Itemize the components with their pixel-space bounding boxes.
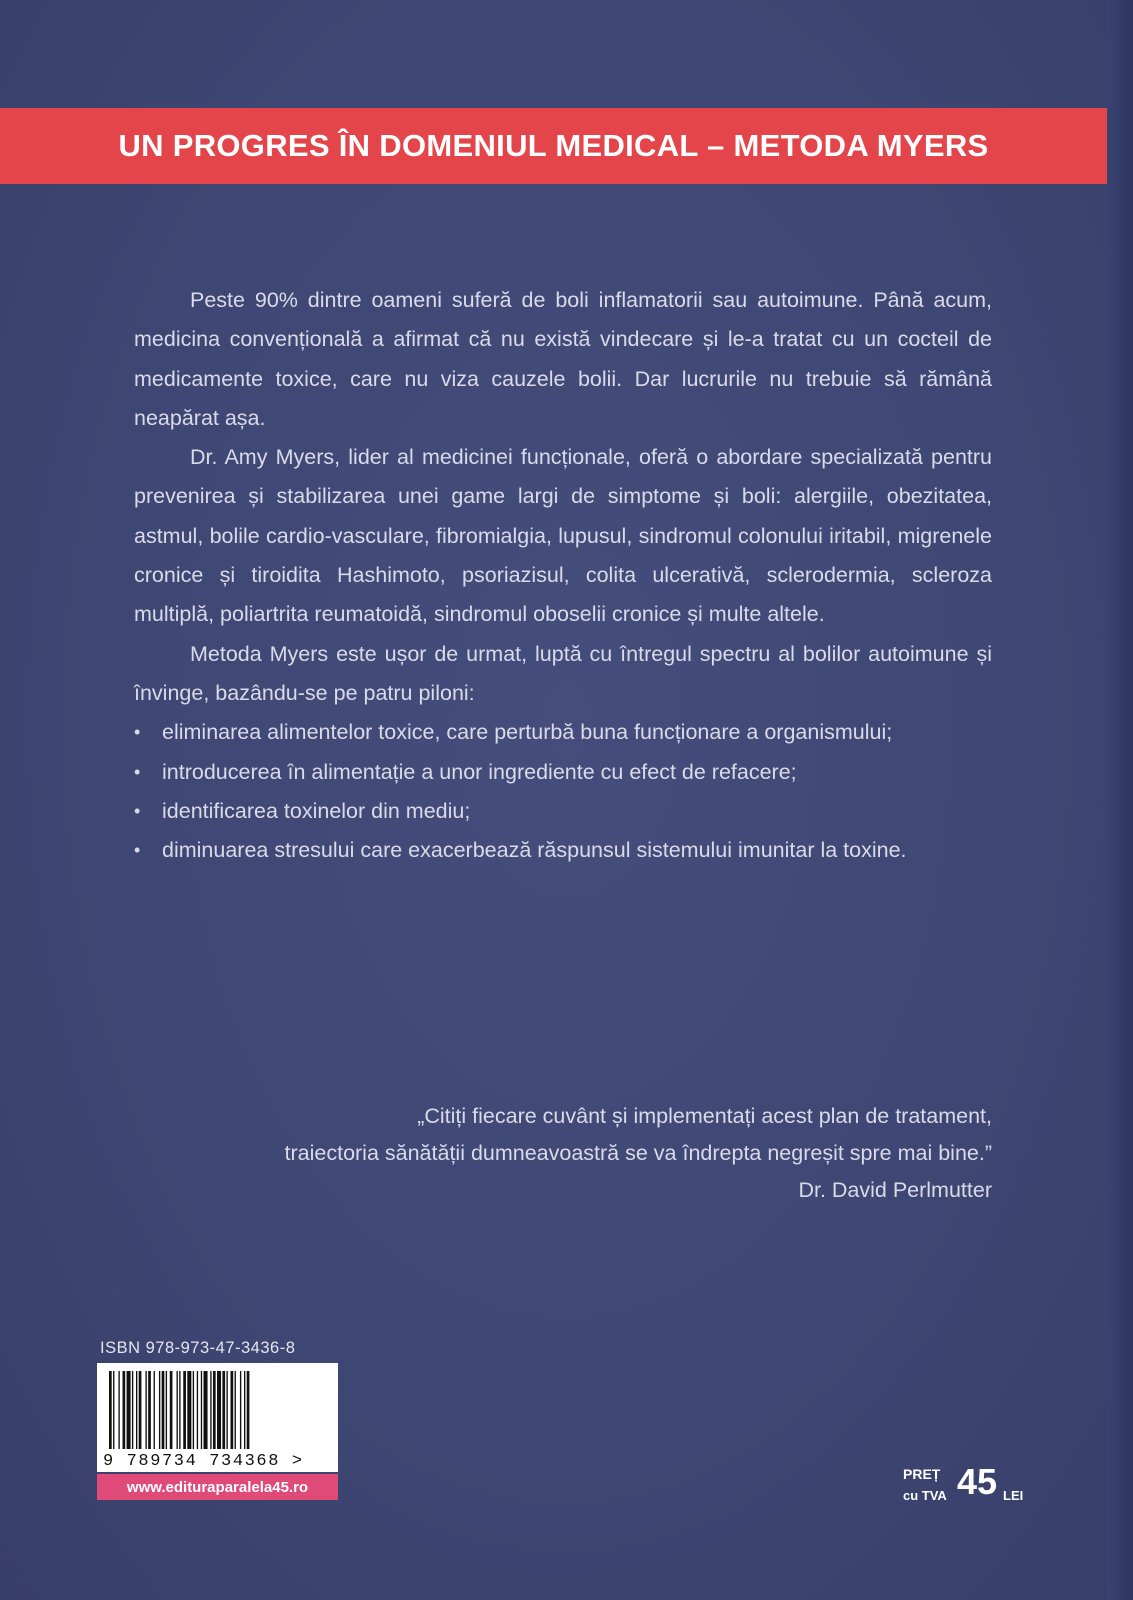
barcode-bar <box>162 1371 165 1449</box>
list-item-text: introducerea în alimentație a unor ingrediente cu efect de refacere; <box>162 759 797 784</box>
price-vat-label: cu TVA <box>903 1488 947 1503</box>
barcode-digits: 9 789734 734368 > <box>103 1452 304 1471</box>
barcode-bar <box>109 1371 112 1449</box>
barcode-bar <box>201 1371 202 1449</box>
barcode-bar <box>231 1371 234 1449</box>
barcode-bar <box>177 1371 178 1449</box>
barcode-bar <box>145 1371 146 1449</box>
barcode-bar <box>179 1371 180 1449</box>
barcode-bar <box>154 1371 155 1449</box>
barcode-bar <box>204 1371 208 1449</box>
barcode-bar <box>170 1371 173 1449</box>
barcode-bar <box>197 1371 198 1449</box>
bullet-icon: • <box>134 722 141 743</box>
barcode-bar <box>127 1371 131 1449</box>
list-item-text: eliminarea alimentelor toxice, care perturbă buna funcționare a organismului; <box>162 720 893 745</box>
testimonial-quote <box>134 1098 992 1209</box>
publisher-website-box <box>97 1474 338 1500</box>
barcode-bar <box>244 1371 245 1449</box>
barcode-bar <box>217 1371 221 1449</box>
quote-line: traiectoria sănătății dumneavoastră se va îndrepta negreșit spre mai bine.” <box>284 1141 992 1165</box>
barcode-bars <box>107 1371 329 1451</box>
list-item <box>134 792 992 831</box>
list-item <box>134 713 992 752</box>
bullet-icon: • <box>134 800 141 821</box>
barcode-bar <box>118 1371 119 1449</box>
paragraph: Metoda Myers este ușor de urmat, luptă cu întregul spectru al bolilor autoimune și învinge, bazându-se pe patru piloni: <box>134 641 992 705</box>
publisher-website-link[interactable]: www.edituraparalela45.ro <box>126 1478 309 1496</box>
barcode <box>97 1363 338 1472</box>
barcode-bar <box>213 1371 216 1449</box>
price-value: 45 <box>957 1461 998 1502</box>
barcode-bar <box>193 1371 194 1449</box>
barcode-bar <box>166 1371 167 1449</box>
pillars-list <box>134 713 992 870</box>
quote-line: „Citiți fiecare cuvânt și implementați acest plan de tratament, <box>417 1104 992 1128</box>
barcode-bar <box>210 1371 211 1449</box>
barcode-bar <box>183 1371 186 1449</box>
description-text <box>134 281 992 870</box>
barcode-bar <box>159 1371 160 1449</box>
barcode-bar <box>235 1371 236 1449</box>
isbn-label: ISBN 978-973-47-3436-8 <box>100 1339 296 1357</box>
list-item <box>134 753 992 792</box>
title-banner <box>0 108 1107 184</box>
barcode-bar <box>113 1371 114 1449</box>
list-item-text: identificarea toxinelor din mediu; <box>162 798 471 823</box>
price-tag <box>903 1461 1043 1510</box>
barcode-bar <box>139 1371 142 1449</box>
list-item-text: diminuarea stresului care exacerbează răspunsul sistemului imunitar la toxine. <box>162 838 907 863</box>
banner-title: UN PROGRES ÎN DOMENIUL MEDICAL – METODA MYERS <box>118 128 989 163</box>
price-currency: LEI <box>1003 1488 1024 1503</box>
bullet-icon: • <box>134 761 141 782</box>
barcode-bar <box>247 1371 250 1449</box>
barcode-bar <box>187 1371 191 1449</box>
barcode-bar <box>123 1371 126 1449</box>
price-label: PREȚ <box>903 1466 941 1482</box>
paragraph: Dr. Amy Myers, lider al medicinei funcționale, oferă o abordare specializată pentru prevenirea și stabilizarea unei game largi de simptome și boli: alergiile, obezitatea, astmul, bolile cardio-vasculare, fibromialgia, lupusul, sindromul colonului iritabil, migrenele cronice și tiroidita Hashimoto, psoriazisul, colita ulcerativă, sclerodermia, scleroza multiplă, poliartrita reumatoidă, sindromul oboselii cronice și multe altele. <box>134 445 992 627</box>
barcode-bar <box>136 1371 137 1449</box>
barcode-bar <box>222 1371 225 1449</box>
bullet-icon: • <box>134 840 141 861</box>
cover-edge-shadow <box>1107 0 1133 1600</box>
paragraph: Peste 90% dintre oameni suferă de boli inflamatorii sau autoimune. Până acum, medicina convențională a afirmat că nu există vindecare și le-a tratat cu un cocteil de medicamente toxice, care nu viza cauzele bolii. Dar lucrurile nu trebuie să rămână neapărat așa. <box>134 288 992 430</box>
barcode-bar <box>132 1371 133 1449</box>
barcode-bar <box>226 1371 227 1449</box>
barcode-bar <box>148 1371 151 1449</box>
list-item <box>134 831 992 870</box>
quote-author: Dr. David Perlmutter <box>798 1178 992 1202</box>
barcode-bar <box>240 1371 241 1449</box>
